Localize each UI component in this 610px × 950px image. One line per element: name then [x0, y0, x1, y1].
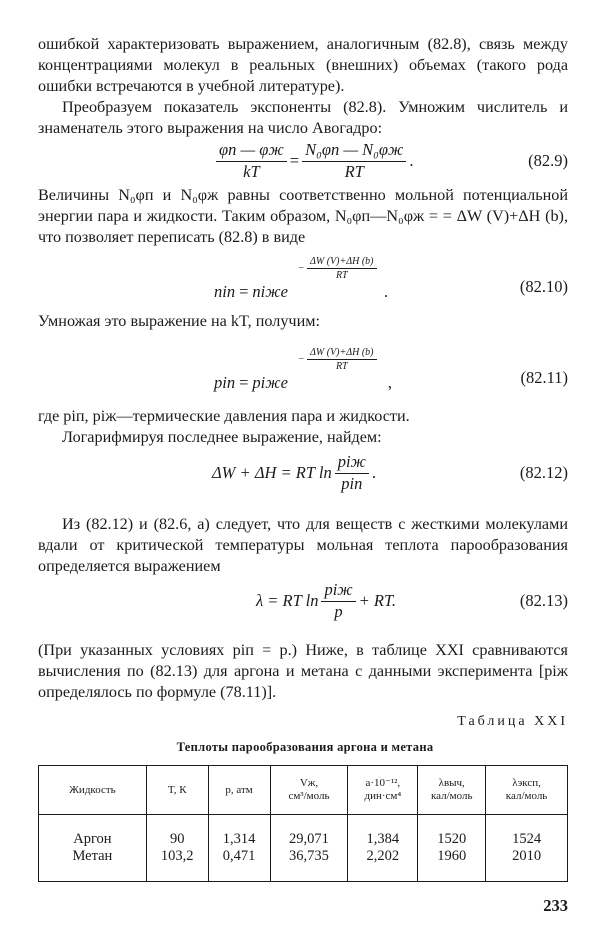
equals-sign: =	[239, 282, 249, 301]
cell-value: 1524	[512, 831, 542, 847]
punctuation: ,	[387, 373, 393, 392]
denominator: kT	[243, 161, 260, 181]
header-volume-line1: Vж,	[299, 777, 319, 789]
header-a	[348, 766, 418, 815]
denominator: piп	[341, 473, 363, 493]
base: piжe	[252, 373, 288, 392]
cell-value: 103,2	[160, 848, 194, 864]
cell-value: 0,471	[222, 848, 256, 864]
cell-value: 1960	[437, 848, 467, 864]
equation-82-10	[38, 257, 568, 307]
equation-body	[256, 576, 396, 626]
header-lcalc-line2: кал/моль	[430, 790, 473, 802]
equals-sign: =	[289, 151, 300, 170]
paragraph-2: Преобразуем показатель экспоненты (82.8). Умножим числитель и знаменатель этого выражения на число Авогадро:	[38, 98, 568, 137]
equation-82-9	[38, 136, 568, 186]
cell-pressure	[208, 815, 270, 882]
fraction	[302, 141, 406, 182]
equation-body	[212, 448, 376, 498]
header-lcalc-line1: λвыч,	[438, 777, 465, 789]
cell-value: 36,735	[289, 848, 329, 864]
header-a-line1: a·10⁻¹²,	[365, 777, 401, 789]
lhs: niп	[214, 282, 236, 301]
numerator: piж	[321, 581, 355, 602]
cell-liquid	[39, 815, 147, 882]
denominator: RT	[344, 161, 364, 181]
header-volume	[270, 766, 348, 815]
cell-value: 2010	[512, 848, 542, 864]
lhs: λ = RT ln	[256, 591, 319, 610]
punctuation: .	[383, 282, 389, 301]
table-title: Теплоты парообразования аргона и метана	[176, 740, 434, 754]
header-a-line2: дин·см⁴	[364, 790, 402, 802]
equation-body	[213, 136, 413, 186]
denominator: RT	[335, 270, 348, 281]
header-volume-line2: см³/моль	[288, 790, 330, 802]
equation-number: (82.12)	[519, 463, 568, 482]
fraction	[307, 347, 376, 372]
numerator: N₀φп — N₀φж	[302, 141, 406, 162]
numerator: φп — φж	[216, 141, 287, 162]
fraction	[335, 453, 369, 494]
cell-volume	[270, 815, 348, 882]
header-temperature: T, К	[146, 766, 208, 815]
denominator: p	[334, 601, 343, 621]
numerator: piж	[335, 453, 369, 474]
paragraph-1: ошибкой характеризовать выражением, аналогичным (82.8), связь между концентрациями молекул в реальных (внешних) объемах (такого рода ошибки встречаются в учебной литературе).	[38, 35, 568, 95]
equation-82-12	[38, 448, 568, 498]
punctuation: .	[371, 463, 377, 482]
header-pressure: p, атм	[208, 766, 270, 815]
cell-value: Метан	[72, 848, 113, 864]
paragraph-5: где piп, piж—термические давления пара и жидкости.	[38, 407, 410, 425]
rest: + RT.	[358, 591, 397, 610]
minus-sign: −	[298, 263, 305, 274]
lhs: ΔW + ΔH = RT ln	[212, 463, 332, 482]
header-liquid: Жидкость	[39, 766, 147, 815]
cell-value: 29,071	[289, 831, 329, 847]
minus-sign: −	[298, 354, 305, 365]
punctuation: .	[409, 151, 414, 170]
page-number: 233	[543, 896, 568, 915]
fraction	[321, 581, 355, 622]
equation-number: (82.11)	[520, 368, 568, 387]
cell-lambda-calc	[418, 815, 486, 882]
fraction	[216, 141, 287, 182]
equation-number: (82.10)	[519, 277, 568, 296]
paragraph-6: Логарифмируя последнее выражение, найдем:	[62, 428, 382, 446]
numerator: ΔW (V)+ΔH (b)	[307, 347, 376, 360]
equation-82-13	[38, 576, 568, 626]
exponent	[298, 347, 379, 372]
cell-value: 1,384	[366, 831, 400, 847]
cell-value: 1,314	[222, 831, 256, 847]
cell-value: 90	[169, 831, 185, 847]
cell-value: 1520	[437, 831, 467, 847]
equation-82-11	[38, 348, 568, 398]
data-table	[38, 765, 568, 882]
cell-value: 2,202	[366, 848, 400, 864]
header-lexp-line1: λэксп,	[512, 777, 541, 789]
table-row	[39, 815, 568, 882]
header-lambda-exp	[486, 766, 568, 815]
numerator: ΔW (V)+ΔH (b)	[307, 256, 376, 269]
fraction	[307, 256, 376, 281]
paragraph-3: Величины N₀φп и N₀φж равны соответственно мольной потенциальной энергии пара и жидкости. Таким образом, N₀φп—N₀φж = = ΔW (V)+ΔH (b), что позволяет переписать (82.8) в виде	[38, 186, 568, 246]
header-lambda-calc	[418, 766, 486, 815]
paragraph-7: Из (82.12) и (82.6, а) следует, что для веществ с жесткими молекулами вдали от критической температуры мольная теплота парообразования определяется выражением	[38, 515, 568, 575]
equals-sign: =	[239, 373, 249, 392]
denominator: RT	[335, 361, 348, 372]
cell-a	[348, 815, 418, 882]
cell-temperature	[146, 815, 208, 882]
cell-lambda-exp	[486, 815, 568, 882]
table-label: Таблица XXI	[457, 714, 568, 729]
header-lexp-line2: кал/моль	[505, 790, 548, 802]
equation-number: (82.9)	[528, 151, 568, 170]
equation-number: (82.13)	[519, 591, 568, 610]
paragraph-8: (При указанных условиях piп = p.) Ниже, в таблице XXI сравниваются вычисления по (82.13) для аргона и метана с данными эксперимента [piж определялось по формуле (78.11)].	[38, 641, 568, 701]
exponent	[298, 256, 379, 281]
base: niжe	[252, 282, 288, 301]
cell-value: Аргон	[73, 831, 112, 847]
lhs: piп	[214, 373, 236, 392]
table-header-row	[39, 766, 568, 815]
paragraph-4: Умножая это выражение на kT, получим:	[38, 312, 320, 330]
